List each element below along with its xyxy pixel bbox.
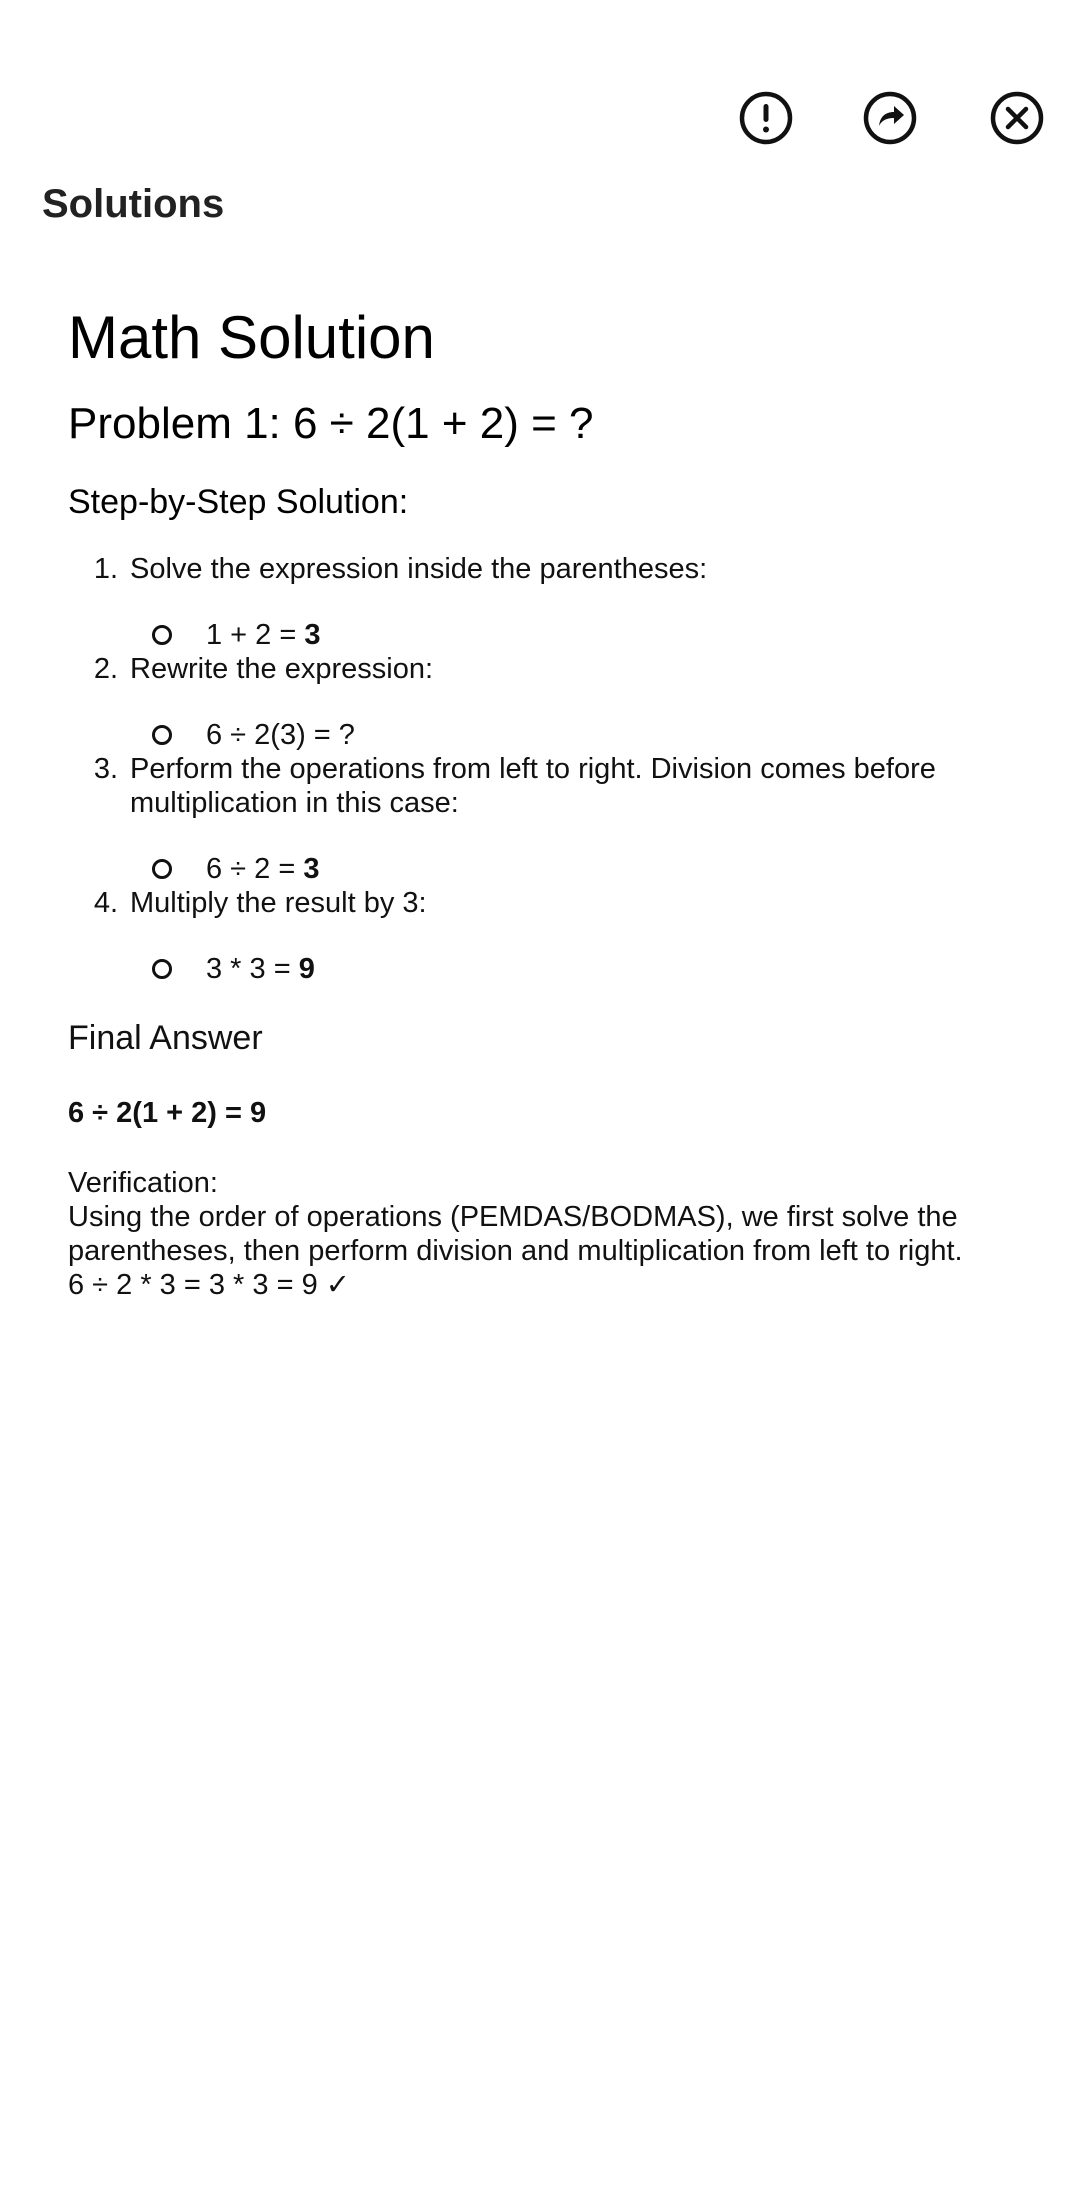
- verification-text: Using the order of operations (PEMDAS/BODMAS), we first solve the parentheses, then perform division and multiplication from left to right.: [68, 1201, 963, 1267]
- steps-list: [68, 552, 1028, 986]
- document-title: Math Solution: [68, 304, 435, 371]
- step-number: 4.: [93, 887, 118, 919]
- step-text: Perform the operations from left to right. Division comes before multiplication in this case:: [130, 753, 936, 819]
- circle-bullet-icon: [152, 625, 172, 645]
- list-item: [68, 552, 1028, 652]
- substep-expression: 3 * 3 = 9: [206, 953, 315, 985]
- close-circle-icon: [989, 90, 1045, 146]
- list-item: [68, 886, 1028, 986]
- step-text: Rewrite the expression:: [130, 653, 434, 685]
- list-item: [68, 752, 1028, 886]
- share-forward-icon: [862, 90, 918, 146]
- report-button[interactable]: [738, 90, 794, 146]
- circle-bullet-icon: [152, 725, 172, 745]
- step-text: Multiply the result by 3:: [130, 887, 427, 919]
- step-text: Solve the expression inside the parentheses:: [130, 553, 708, 585]
- top-bar: [0, 0, 1080, 180]
- share-button[interactable]: [862, 90, 918, 146]
- final-answer: 6 ÷ 2(1 + 2) = 9: [68, 1097, 267, 1129]
- step-substep: [152, 952, 1028, 986]
- step-substep: [152, 852, 1028, 886]
- step-number: 1.: [93, 553, 118, 585]
- verification-label: Verification:: [68, 1167, 218, 1199]
- list-item: [68, 652, 1028, 752]
- step-number: 3.: [93, 753, 118, 785]
- step-substep: [152, 718, 1028, 752]
- circle-bullet-icon: [152, 859, 172, 879]
- step-number: 2.: [93, 653, 118, 685]
- problem-heading: Problem 1: 6 ÷ 2(1 + 2) = ?: [68, 399, 594, 448]
- step-substep: [152, 618, 1028, 652]
- close-button[interactable]: [989, 90, 1045, 146]
- circle-bullet-icon: [152, 959, 172, 979]
- steps-heading: Step-by-Step Solution:: [68, 483, 409, 521]
- alert-circle-icon: [738, 90, 794, 146]
- verification-equation: 6 ÷ 2 * 3 = 3 * 3 = 9 ✓: [68, 1269, 351, 1301]
- substep-expression: 6 ÷ 2(3) = ?: [206, 719, 355, 751]
- final-answer-heading: Final Answer: [68, 1019, 263, 1057]
- solution-content: [68, 300, 1028, 1302]
- substep-expression: 1 + 2 = 3: [206, 619, 321, 651]
- page-title: Solutions: [42, 182, 225, 226]
- substep-expression: 6 ÷ 2 = 3: [206, 853, 320, 885]
